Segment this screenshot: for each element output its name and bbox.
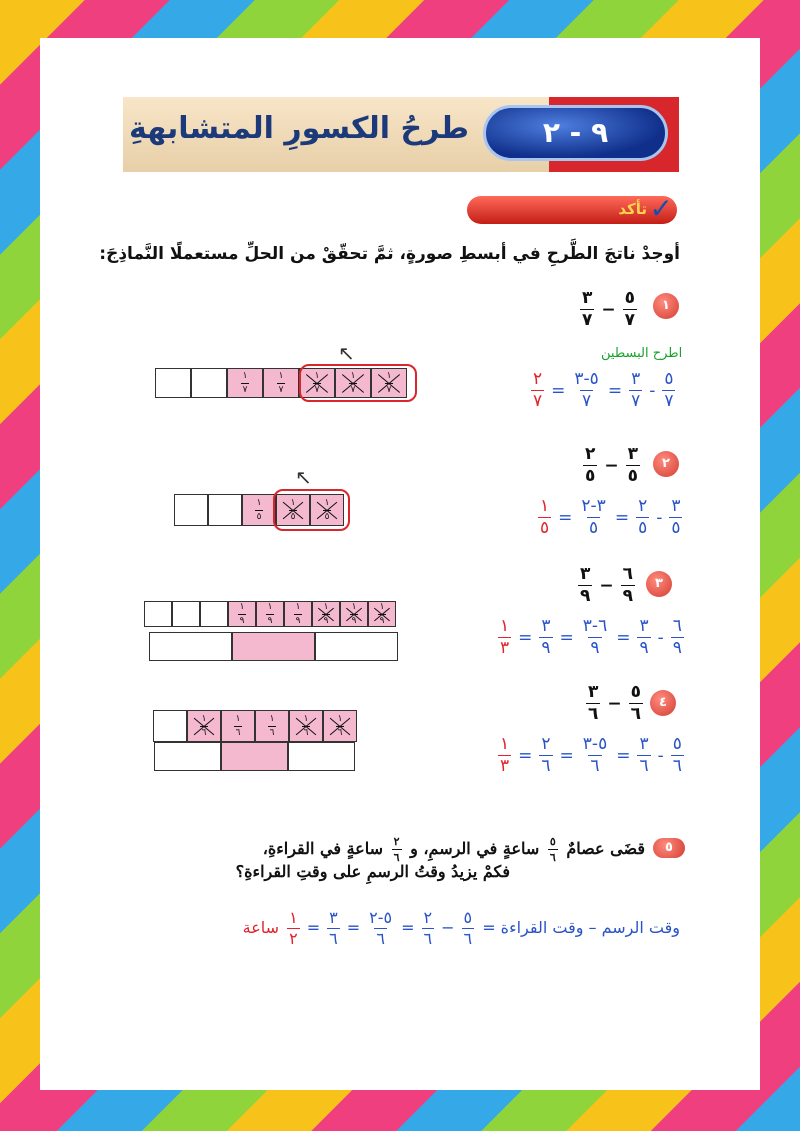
operator: =	[518, 745, 533, 766]
fraction: $\frac{١}{٣}$	[500, 616, 510, 658]
fraction: $\frac{٥}{٧}$	[664, 369, 674, 411]
operator: =	[607, 380, 623, 401]
word-problem-answer	[243, 910, 680, 947]
operator: =	[401, 918, 415, 937]
operator: =	[558, 507, 573, 528]
model-cell: $\frac{١}{٦}$	[221, 710, 255, 742]
problem-3-expression	[575, 566, 638, 605]
fraction: $\frac{٣}{٧}$	[582, 288, 593, 330]
word-problem-line-2: فكمْ يزيدُ وقتُ الرسمِ على وقتِ القراءةِ؟	[235, 862, 510, 881]
problem-3-number: ٣	[646, 571, 672, 597]
model-cell: $\frac{١}{٧}$	[263, 368, 299, 398]
problem-2-removed-circle	[273, 489, 350, 531]
operator: =	[614, 507, 630, 528]
fraction: $\frac{٢}{٧}$	[533, 369, 543, 411]
problem-2-expression	[580, 446, 643, 485]
model-cell: $\frac{١}{٩}$	[312, 601, 340, 627]
operator: =	[346, 918, 361, 937]
model-cell: $\frac{١}{٩}$	[256, 601, 284, 627]
fraction: $\frac{٦}{٩}$	[672, 616, 682, 658]
fraction: $\frac{٢}{٦}$	[541, 734, 551, 776]
fraction: $\frac{٣-٢}{٥}$	[581, 496, 606, 538]
instruction-text: أوجدْ ناتجَ الطَّرحِ في أبسطِ صورةٍ، ثمَّ تحقّقْ من الحلِّ مستعملًا النَّماذِجَ:	[99, 244, 680, 264]
problem-4-solution	[495, 736, 687, 775]
operator: −	[607, 693, 622, 714]
fraction: $\frac{٢}{٦}$	[423, 908, 433, 948]
fraction: $\frac{٣}{٦}$	[639, 734, 649, 776]
model-cell	[155, 368, 191, 398]
fraction: $\frac{٦}{٩}$	[622, 564, 634, 606]
problem-3-model	[144, 601, 396, 627]
problem-1-expression	[577, 290, 640, 329]
operator: −	[441, 918, 455, 937]
operator: =	[559, 745, 574, 766]
operator: −	[604, 455, 619, 476]
operator: =	[559, 627, 574, 648]
problem-4-number: ٤	[650, 690, 676, 716]
worksheet-page	[40, 38, 760, 1090]
checkmark-icon: ✓	[649, 192, 673, 225]
check-heading	[467, 192, 677, 225]
fraction: $\frac{٣}{٥}$	[627, 444, 639, 486]
fraction: $\frac{٣}{٩}$	[580, 564, 591, 606]
model-cell	[153, 710, 187, 742]
word-problem-line-1	[263, 836, 645, 863]
fraction: $\frac{١}{٣}$	[500, 734, 510, 776]
fraction-b: $\frac{٢}{٦}$	[393, 835, 400, 864]
problem-4-thirds-bar	[154, 742, 355, 771]
fraction: $\frac{١}{٥}$	[540, 496, 550, 538]
answer-expression	[284, 908, 477, 948]
fraction: $\frac{٥-٣}{٦}$	[582, 734, 608, 776]
model-cell: $\frac{١}{٥}$	[310, 494, 344, 526]
fraction: $\frac{٥}{٦}$	[463, 908, 473, 948]
model-cell	[191, 368, 227, 398]
lesson-number: ٩ - ٢	[542, 116, 609, 149]
operator: −	[599, 575, 614, 596]
problem-5-number: ٥	[653, 838, 685, 858]
model-cell: $\frac{١}{٧}$	[227, 368, 263, 398]
fraction: $\frac{٥}{٦}$	[672, 734, 682, 776]
lesson-title: طرحُ الكسورِ المتشابهةِ	[129, 111, 469, 146]
fraction: $\frac{٢}{٥}$	[585, 444, 596, 486]
answer-unit: ساعة	[242, 918, 280, 937]
operator: -	[649, 380, 656, 401]
answer-label: وقت الرسم – وقت القراءة =	[482, 918, 680, 937]
problem-3-thirds-bar	[149, 632, 398, 661]
lesson-banner	[123, 97, 679, 172]
problem-1-note: اطرح البسطين	[601, 346, 683, 361]
fraction: $\frac{٣}{٩}$	[541, 616, 551, 658]
fraction: $\frac{٥}{٦}$	[630, 682, 642, 724]
model-cell	[174, 494, 208, 526]
operator: -	[657, 745, 664, 766]
fraction: $\frac{٣}{٦}$	[588, 682, 599, 724]
problem-1-solution	[528, 371, 678, 410]
fraction: $\frac{٣}{٦}$	[329, 908, 338, 948]
model-cell	[172, 601, 200, 627]
model-cell: $\frac{١}{٩}$	[228, 601, 256, 627]
arrow-icon: ↖	[295, 465, 312, 489]
operator: -	[656, 507, 663, 528]
fraction: $\frac{٥-٣}{٧}$	[574, 369, 599, 411]
model-cell: $\frac{١}{٩}$	[340, 601, 368, 627]
operator: =	[616, 745, 631, 766]
fraction-a: $\frac{٥}{٦}$	[549, 835, 556, 864]
model-cell	[200, 601, 228, 627]
operator: =	[551, 380, 566, 401]
model-cell: $\frac{١}{٥}$	[276, 494, 310, 526]
model-cell: $\frac{١}{٦}$	[255, 710, 289, 742]
model-cell	[144, 601, 172, 627]
word-problem-text-a: قضَى عصامٌ	[566, 839, 645, 858]
model-cell: $\frac{١}{٥}$	[242, 494, 276, 526]
fraction: $\frac{٢}{٥}$	[638, 496, 648, 538]
operator: =	[306, 918, 321, 937]
operator: −	[601, 299, 616, 320]
problem-1-number: ١	[653, 293, 679, 319]
operator: =	[616, 627, 631, 648]
problem-1-removed-circle	[299, 364, 417, 402]
check-label: تأكد	[618, 200, 647, 218]
model-cell: $\frac{١}{٦}$	[323, 710, 357, 742]
fraction: $\frac{٣}{٧}$	[631, 369, 641, 411]
model-cell: $\frac{١}{٩}$	[284, 601, 312, 627]
lesson-number-badge	[483, 105, 668, 161]
model-cell: $\frac{١}{٦}$	[187, 710, 221, 742]
problem-3-solution	[495, 618, 687, 657]
fraction: $\frac{١}{٢}$	[289, 908, 298, 948]
model-cell: $\frac{١}{٧}$	[335, 368, 371, 398]
model-cell: $\frac{١}{٧}$	[371, 368, 407, 398]
fraction: $\frac{٣}{٩}$	[639, 616, 649, 658]
fraction: $\frac{٥}{٧}$	[624, 288, 636, 330]
problem-4-model	[153, 710, 357, 742]
problem-2-number: ٢	[653, 451, 679, 477]
operator: =	[518, 627, 533, 648]
word-problem-text-c: ساعةٍ في القراءةِ،	[262, 839, 383, 858]
fraction: $\frac{٥-٢}{٦}$	[369, 908, 393, 948]
model-cell: $\frac{١}{٩}$	[368, 601, 396, 627]
model-cell: $\frac{١}{٦}$	[289, 710, 323, 742]
fraction: $\frac{٦-٣}{٩}$	[582, 616, 608, 658]
fraction: $\frac{٣}{٥}$	[671, 496, 681, 538]
problem-4-expression	[583, 684, 646, 723]
word-problem-text-b: ساعةٍ في الرسمِ، و	[410, 839, 540, 858]
model-cell: $\frac{١}{٧}$	[299, 368, 335, 398]
arrow-icon: ↖	[338, 341, 355, 365]
model-cell	[208, 494, 242, 526]
problem-2-solution	[535, 498, 685, 537]
operator: -	[657, 627, 664, 648]
